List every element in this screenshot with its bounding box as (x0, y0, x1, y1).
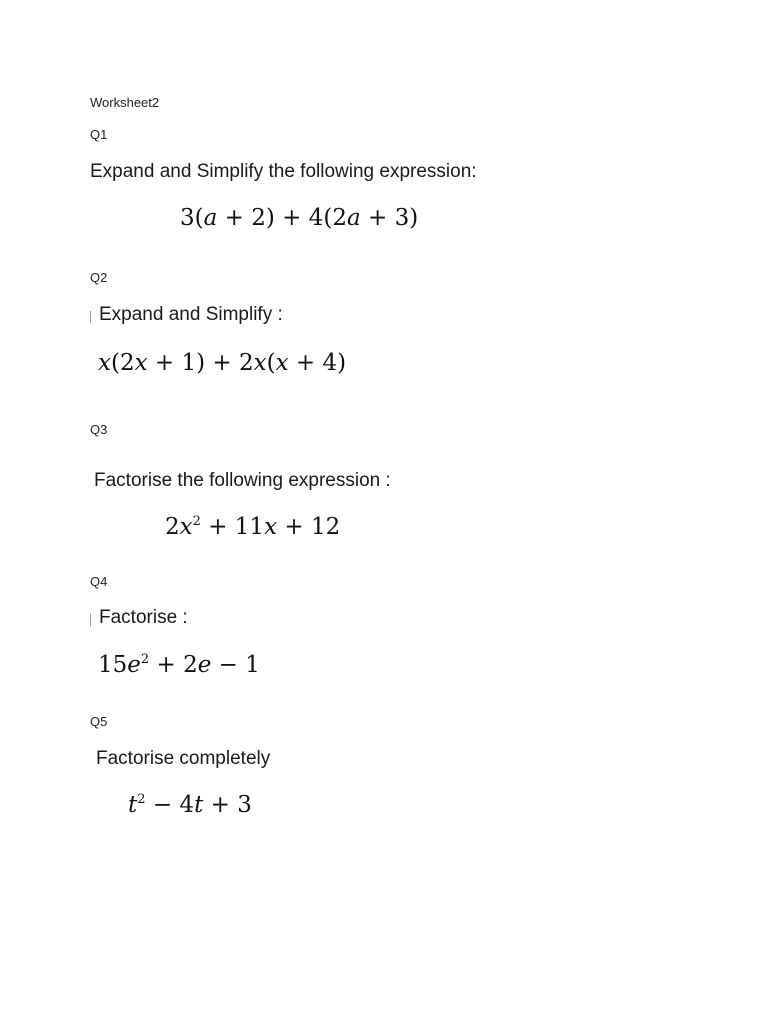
question-prompt-q2: Expand and Simplify : (99, 304, 283, 325)
math-expression-q2: x(2x + 1) + 2x(x + 4) (98, 350, 347, 376)
math-expression-q1: 3(a + 2) + 4(2a + 3) (180, 205, 419, 231)
math-expression-q5: $t^2 - 4t + 3$ (128, 792, 252, 818)
text-cursor-mark (90, 311, 91, 323)
question-prompt-q1: Expand and Simplify the following expression: (90, 161, 477, 182)
math-expression-q4: $15e^2 + 2e - 1$ (98, 652, 260, 678)
question-prompt-q4: Factorise : (99, 607, 188, 628)
question-label-q5: Q5 (90, 714, 108, 729)
question-prompt-q3: Factorise the following expression : (94, 470, 391, 491)
question-label-q4: Q4 (90, 574, 108, 589)
worksheet-title: Worksheet2 (90, 95, 160, 110)
text-cursor-mark (90, 614, 91, 626)
math-expression-q3: $2x^2 + 11x + 12$ (165, 514, 341, 540)
question-label-q2: Q2 (90, 270, 108, 285)
question-prompt-q5: Factorise completely (96, 748, 271, 769)
question-label-q1: Q1 (90, 127, 108, 142)
question-label-q3: Q3 (90, 422, 108, 437)
